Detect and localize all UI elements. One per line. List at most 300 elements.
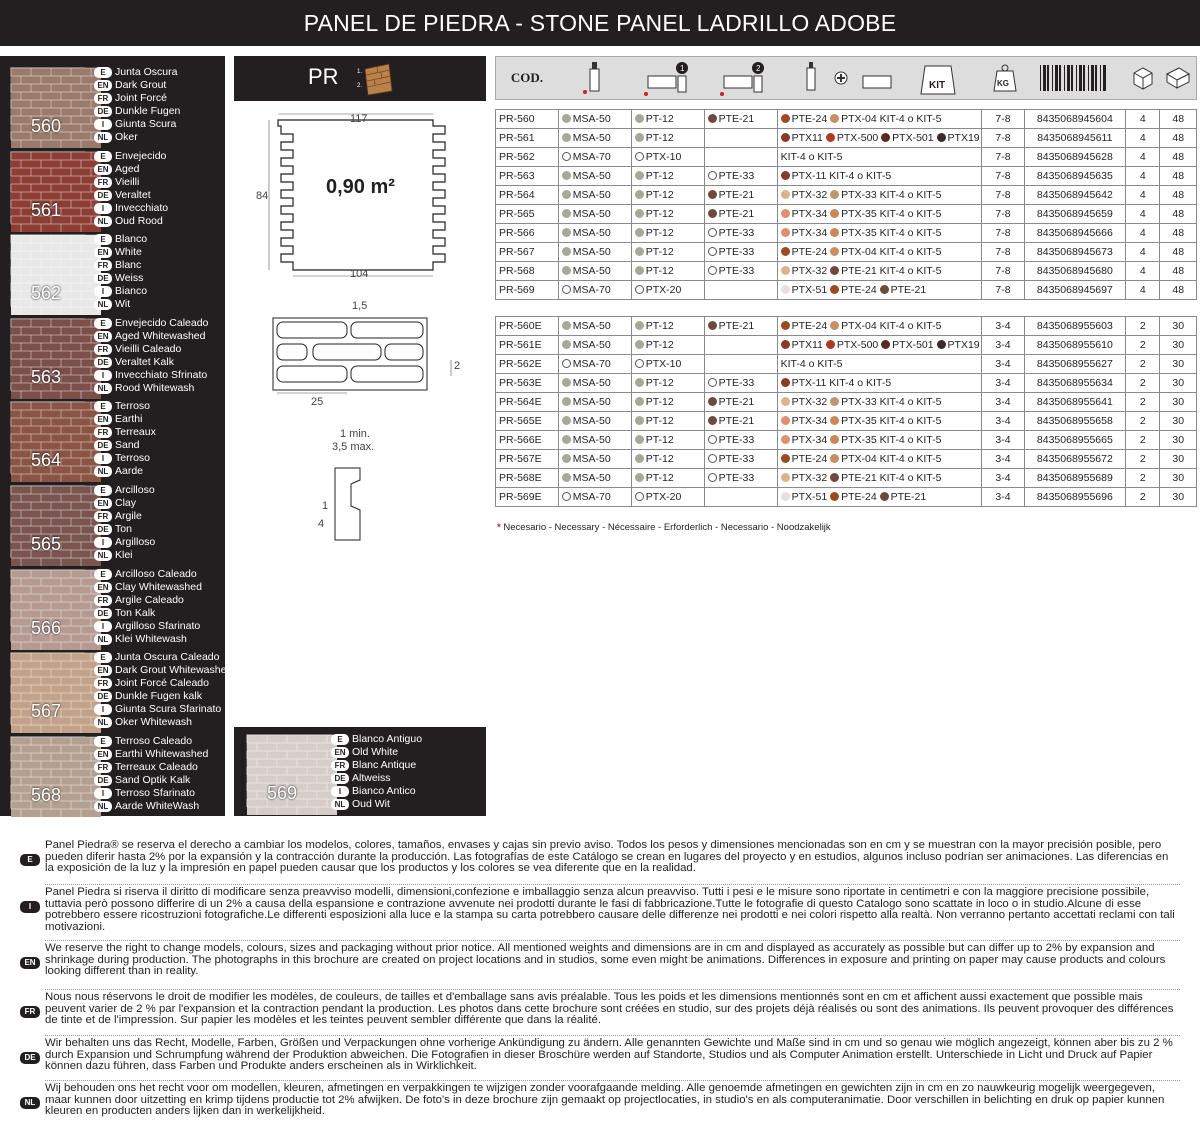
kit-cell (777, 110, 982, 129)
empty-circle-icon (708, 247, 717, 256)
cod-cell: PR-565E (496, 412, 559, 431)
swatch-name-row (331, 746, 461, 759)
empty-circle-icon (708, 454, 717, 463)
lang-badge: NL (94, 216, 112, 227)
swatch-name-row (94, 536, 224, 549)
lang-badge: FR (94, 678, 112, 689)
kit-code: PTX-32 (791, 265, 828, 277)
color-dot-icon (830, 473, 839, 482)
swatch-name-row (94, 787, 224, 800)
brick-panel-icon (359, 61, 393, 95)
mortar-code: MSA-50 (572, 227, 611, 239)
pallet-qty-cell: 48 (1160, 186, 1197, 205)
paint1-code: PTX-20 (645, 491, 682, 503)
kit-cell (777, 336, 982, 355)
lang-badge: I (94, 621, 112, 632)
ean-cell: 8435068955696 (1024, 488, 1125, 507)
kit-code: PTX19 (947, 132, 980, 144)
table-row (496, 262, 1197, 281)
color-dot-icon (830, 209, 839, 218)
mortar-code: MSA-50 (572, 113, 611, 125)
color-dot-icon (781, 114, 790, 123)
lang-badge: NL (20, 1097, 40, 1109)
swatch-names (94, 568, 224, 646)
swatch-name: Sand Optik Kalk (115, 773, 191, 786)
color-dot-icon (830, 266, 839, 275)
swatch-name: Klei Whitewash (115, 632, 187, 645)
cod-cell: PR-569 (496, 281, 559, 300)
paint1-cell (631, 129, 704, 148)
lang-badge: NL (94, 550, 112, 561)
pallet-qty-cell: 48 (1160, 110, 1197, 129)
paint1-cell (631, 110, 704, 129)
swatch-code: 562 (31, 283, 62, 304)
lang-badge: FR (20, 1006, 40, 1018)
color-dot-icon (830, 416, 839, 425)
lang-badge: FR (331, 760, 349, 771)
product-code: PR (308, 64, 339, 89)
color-dot-icon (826, 340, 835, 349)
swatch-name: Oker (115, 131, 138, 143)
paint1-cell (631, 167, 704, 186)
color-dot-icon (830, 454, 839, 463)
swatch-name-row (94, 176, 224, 189)
swatch-name-row (94, 484, 224, 497)
swatch-name-row (94, 607, 224, 620)
kit-code: PTE-21 KIT-4 o KIT-5 (841, 265, 942, 277)
swatch-column (0, 56, 233, 816)
box-qty-cell: 4 (1126, 110, 1160, 129)
necessary-text: Necesario - Necessary - Nécessaire - Erforderlich - Necessario - Noodzakelijk (503, 522, 831, 533)
kit-code: PTX-33 KIT-4 o KIT-5 (841, 396, 942, 408)
mortar-code: MSA-50 (572, 320, 611, 332)
swatch-names (94, 317, 224, 395)
box-qty-cell: 2 (1126, 469, 1160, 488)
swatch-565 (0, 480, 225, 563)
box-qty-cell: 2 (1126, 412, 1160, 431)
swatch-name: Argilloso Sfarinato (115, 619, 201, 632)
color-dot-icon (562, 416, 571, 425)
empty-circle-icon (562, 492, 571, 501)
cod-cell: PR-562E (496, 355, 559, 374)
kit-cell (777, 281, 982, 300)
box-qty-cell: 2 (1126, 393, 1160, 412)
paint1-cell (631, 336, 704, 355)
swatch-name-row (94, 549, 224, 562)
svg-text:1.: 1. (357, 69, 363, 75)
empty-circle-icon (562, 285, 571, 294)
lang-badge: DE (20, 1052, 40, 1064)
paint2-code: PTE-33 (718, 265, 755, 277)
box-qty-cell: 4 (1126, 148, 1160, 167)
cod-cell: PR-561E (496, 336, 559, 355)
paint1-cell (631, 148, 704, 167)
mortar-code: MSA-50 (572, 472, 611, 484)
color-dot-icon (781, 340, 790, 349)
empty-circle-icon (708, 378, 717, 387)
kit-code: PTX-04 KIT-4 o KIT-5 (841, 320, 942, 332)
swatch-name-row (94, 413, 224, 426)
swatch-name: Junta Oscura Caleado (115, 651, 220, 664)
weight-icon (984, 57, 1026, 99)
kit-cell (777, 129, 982, 148)
paint2-code: PTE-33 (718, 453, 755, 465)
swatch-name: Joint Forcé Caleado (115, 677, 209, 690)
divider (45, 1035, 1180, 1036)
swatch-name-row (94, 131, 224, 144)
swatch-name: Argilloso (115, 536, 156, 548)
swatch-560 (0, 62, 225, 145)
kit-code: PTX-500 (836, 132, 879, 144)
lang-badge: EN (94, 498, 112, 509)
lang-badge: NL (94, 717, 112, 728)
color-dot-icon (635, 114, 644, 123)
kit-code: PTE-24 (791, 246, 828, 258)
swatch-562 (0, 229, 225, 312)
pallet-qty-cell: 48 (1160, 224, 1197, 243)
lang-badge: NL (94, 634, 112, 645)
pallet-qty-cell: 30 (1160, 374, 1197, 393)
swatch-name-row (94, 150, 224, 163)
swatch-name-row (94, 703, 224, 716)
swatch-name-row (331, 759, 461, 772)
ean-cell: 8435068945673 (1024, 243, 1125, 262)
mortar-code: MSA-50 (572, 434, 611, 446)
paint1-code: PTX-10 (645, 151, 682, 163)
paint2-cell (704, 262, 777, 281)
color-dot-icon (830, 247, 839, 256)
swatch-name-row (94, 369, 224, 382)
paint2-cell (704, 374, 777, 393)
dim-edge-1: 1 (322, 500, 329, 512)
swatch-name: Ton Kalk (115, 606, 156, 619)
cod-cell: PR-566 (496, 224, 559, 243)
lang-badge: FR (94, 427, 112, 438)
kit-cell (777, 355, 982, 374)
swatch-name-row (94, 426, 224, 439)
lang-badge: NL (94, 132, 112, 143)
lang-badge: NL (94, 801, 112, 812)
dim-height: 84 (256, 190, 269, 202)
paint2-code: PTE-33 (718, 377, 755, 389)
empty-circle-icon (635, 359, 644, 368)
paint1-code: PT-12 (645, 434, 674, 446)
color-dot-icon (781, 133, 790, 142)
table-row (496, 355, 1197, 374)
color-dot-icon (781, 321, 790, 330)
lang-badge: FR (94, 595, 112, 606)
ean-cell: 8435068945604 (1024, 110, 1125, 129)
svg-text:2.: 2. (357, 83, 363, 89)
paint2-cell (704, 355, 777, 374)
weight-cell: 7-8 (982, 167, 1025, 186)
swatch-name: Dunkle Fugen (115, 105, 181, 117)
kit-code: PTX-11 KIT-4 o KIT-5 (791, 377, 892, 389)
lang-badge: I (20, 901, 40, 913)
mortar-cell (558, 186, 631, 205)
pallet-qty-cell: 48 (1160, 148, 1197, 167)
ean-cell: 8435068945697 (1024, 281, 1125, 300)
box-qty-cell: 4 (1126, 281, 1160, 300)
empty-circle-icon (635, 152, 644, 161)
paint1-cell (631, 431, 704, 450)
weight-cell: 7-8 (982, 148, 1025, 167)
color-dot-icon (708, 397, 717, 406)
paint2-code: PTE-33 (718, 227, 755, 239)
ean-cell: 8435068945635 (1024, 167, 1125, 186)
table-row (496, 205, 1197, 224)
kit-code: PTX-34 (791, 415, 828, 427)
lang-badge: DE (94, 357, 112, 368)
color-dot-icon (635, 454, 644, 463)
paint1-code: PT-12 (645, 396, 674, 408)
cod-cell: PR-560E (496, 317, 559, 336)
kit-code: PTX-500 (836, 339, 879, 351)
lang-badge: DE (94, 608, 112, 619)
color-dot-icon (880, 492, 889, 501)
paint1-code: PT-12 (645, 453, 674, 465)
swatch-563 (0, 313, 225, 396)
color-dot-icon (781, 247, 790, 256)
swatch-name: Terreaux (115, 426, 156, 439)
lang-badge: NL (331, 799, 349, 810)
color-dot-icon (830, 435, 839, 444)
color-dot-icon (562, 266, 571, 275)
swatch-name-row (94, 79, 224, 92)
lang-badge: EN (94, 331, 112, 342)
mortar-code: MSA-70 (572, 491, 611, 503)
pallet-qty-cell: 30 (1160, 393, 1197, 412)
kit-code: PTE-24 (841, 491, 877, 503)
paint1-code: PT-12 (645, 339, 674, 351)
mortar-code: MSA-50 (572, 265, 611, 277)
necessary-note (497, 522, 831, 533)
kit-code: PTX11 (791, 132, 823, 144)
swatch-567 (0, 647, 233, 730)
mortar-cell (558, 243, 631, 262)
swatch-name-row (94, 66, 224, 79)
lang-badge: EN (94, 164, 112, 175)
paint1-cell (631, 317, 704, 336)
swatch-name: Earthi Whitewashed (115, 747, 209, 760)
lang-badge: FR (94, 511, 112, 522)
paint1-cell (631, 488, 704, 507)
lang-badge: E (94, 736, 112, 747)
ean-cell: 8435068955641 (1024, 393, 1125, 412)
lang-badge: I (94, 788, 112, 799)
ean-cell: 8435068945628 (1024, 148, 1125, 167)
paint2-cell (704, 243, 777, 262)
paint2-cell (704, 431, 777, 450)
color-dot-icon (937, 133, 946, 142)
kit-code: PTX-35 KIT-4 o KIT-5 (841, 227, 942, 239)
paint1-code: PT-12 (645, 377, 674, 389)
mortar-cell (558, 281, 631, 300)
ean-cell: 8435068955610 (1024, 336, 1125, 355)
kit-code: PTX-35 KIT-4 o KIT-5 (841, 434, 942, 446)
mortar-cell (558, 488, 631, 507)
color-dot-icon (562, 321, 571, 330)
divider (45, 989, 1180, 990)
cod-cell: PR-560 (496, 110, 559, 129)
paint1-code: PT-12 (645, 227, 674, 239)
pallet-qty-cell: 30 (1160, 450, 1197, 469)
box-qty-cell: 2 (1126, 431, 1160, 450)
color-dot-icon (562, 397, 571, 406)
mortar-code: MSA-50 (572, 246, 611, 258)
pallet-qty-cell: 30 (1160, 488, 1197, 507)
lang-badge: I (331, 786, 349, 797)
paint1-cell (631, 262, 704, 281)
swatch-name: Invecchiato (115, 201, 169, 214)
paint2-cell (704, 488, 777, 507)
paint1-cell (631, 243, 704, 262)
color-dot-icon (635, 435, 644, 444)
swatch-name: White (115, 246, 142, 259)
swatch-name: Dark Grout Whitewashed (115, 664, 233, 677)
cod-cell: PR-563 (496, 167, 559, 186)
mortar-cell (558, 431, 631, 450)
lang-badge: EN (94, 665, 112, 676)
swatch-name: Giunta Scura Sfarinato (115, 703, 222, 716)
cod-cell: PR-562 (496, 148, 559, 167)
mortar-code: MSA-70 (572, 358, 611, 370)
swatch-code: 563 (31, 366, 62, 387)
swatch-name: Blanco Antiguo (352, 733, 423, 745)
paint1-code: PT-12 (645, 472, 674, 484)
weight-cell: 3-4 (982, 317, 1025, 336)
swatch-code: 560 (31, 116, 62, 136)
pallet-qty-cell: 30 (1160, 336, 1197, 355)
empty-circle-icon (708, 473, 717, 482)
swatch-name: Arcilloso (115, 484, 155, 496)
swatch-photo (10, 234, 85, 306)
swatch-name: Veraltet (115, 188, 151, 201)
divider (45, 884, 1180, 885)
swatch-name-row (94, 465, 224, 478)
empty-circle-icon (708, 171, 717, 180)
paint1-cell (631, 281, 704, 300)
swatch-name-row (331, 733, 461, 746)
mortar-cell (558, 336, 631, 355)
swatch-name-row (94, 105, 224, 118)
color-dot-icon (830, 228, 839, 237)
swatch-names (331, 733, 461, 811)
swatch-name-row (94, 343, 224, 356)
kit-code: PTE-24 (841, 284, 877, 296)
mortar-cell (558, 317, 631, 336)
swatch-name: Oud Wit (352, 798, 390, 810)
swatch-name-row (94, 581, 224, 594)
kit-code: PTX-501 (892, 339, 934, 351)
swatch-name: Aged (115, 162, 140, 175)
swatch-name-row (94, 298, 224, 311)
ean-cell: 8435068955689 (1024, 469, 1125, 488)
paint2-code: PTE-21 (718, 189, 755, 201)
mortar-code: MSA-50 (572, 208, 611, 220)
color-dot-icon (635, 340, 644, 349)
swatch-name-row (94, 497, 224, 510)
paint2-cell (704, 393, 777, 412)
paint2-cell (704, 167, 777, 186)
table-row (496, 488, 1197, 507)
table-row (496, 281, 1197, 300)
table-row (496, 431, 1197, 450)
kit-cell (777, 393, 982, 412)
empty-circle-icon (562, 359, 571, 368)
paint1-code: PT-12 (645, 246, 674, 258)
cod-cell: PR-566E (496, 431, 559, 450)
color-dot-icon (830, 114, 839, 123)
dim-brick-length: 25 (311, 396, 324, 408)
color-dot-icon (635, 473, 644, 482)
svg-text:1: 1 (680, 64, 685, 73)
pallet-qty-cell: 48 (1160, 167, 1197, 186)
mortar-code: MSA-50 (572, 453, 611, 465)
color-dot-icon (562, 171, 571, 180)
lang-badge: NL (94, 466, 112, 477)
swatch-name-row (94, 317, 224, 330)
lang-badge: EN (94, 247, 112, 258)
swatch-name-row (94, 748, 224, 761)
paint1-cell (631, 393, 704, 412)
swatch-566 (0, 564, 225, 647)
lang-badge: FR (94, 177, 112, 188)
pallet-qty-cell: 30 (1160, 317, 1197, 336)
cod-header: COD. (510, 70, 544, 85)
paint1-cell (631, 412, 704, 431)
paint2-code: PTE-33 (718, 472, 755, 484)
swatch-name: Oker Whitewash (115, 716, 193, 729)
color-dot-icon (635, 397, 644, 406)
kit-code: KIT-4 o KIT-5 (780, 151, 843, 163)
paint1-cell (631, 186, 704, 205)
disclaimer-text: Wij behouden ons het recht voor om modellen, kleuren, afmetingen en verpakkingen te wijzigen zonder voorafgaande melding. Alle genoemde afmetingen en gewichten zijn in cm en zo nauwkeurig mogelijk weergegeven, maar kunnen door uitzetting en krimp tijdens productie tot 2% afwijken. De foto's in deze brochure zijn gemaakt op projectlocaties, in studio's en als computeranimatie. Door verschillen in belichting en druk op papier kunnen kleuren en producten anders lijken dan in werkelijkheid. (45, 1082, 1165, 1118)
swatch-name: Clay Whitewashed (115, 580, 202, 593)
paint2-code: PTE-21 (718, 208, 755, 220)
box-qty-cell: 4 (1126, 167, 1160, 186)
ean-cell: 8435068945680 (1024, 262, 1125, 281)
paint1-code: PT-12 (645, 320, 674, 332)
color-dot-icon (635, 190, 644, 199)
swatch-name-row (94, 439, 224, 452)
swatch-name: Blanco (115, 233, 148, 246)
swatch-name: Joint Forcé (115, 92, 167, 104)
swatch-name-row (94, 510, 224, 523)
svg-text:2: 2 (756, 64, 761, 73)
swatch-name: Sand (115, 439, 140, 452)
lang-badge: NL (94, 383, 112, 394)
swatch-name-row (331, 772, 461, 785)
weight-cell: 7-8 (982, 281, 1025, 300)
weight-cell: 7-8 (982, 129, 1025, 148)
color-dot-icon (562, 190, 571, 199)
box-qty-cell: 2 (1126, 450, 1160, 469)
swatch-names (94, 651, 233, 729)
color-dot-icon (562, 340, 571, 349)
swatch-photo (10, 736, 85, 808)
color-dot-icon (562, 247, 571, 256)
mortar-cell (558, 355, 631, 374)
lang-badge: FR (94, 762, 112, 773)
kit-code: PTE-21 KIT-4 o KIT-5 (841, 472, 942, 484)
table-row (496, 450, 1197, 469)
color-dot-icon (781, 454, 790, 463)
swatch-name: Envejecido (115, 149, 167, 162)
color-dot-icon (826, 133, 835, 142)
swatch-name-row (94, 633, 224, 646)
swatch-name-row (94, 620, 224, 633)
